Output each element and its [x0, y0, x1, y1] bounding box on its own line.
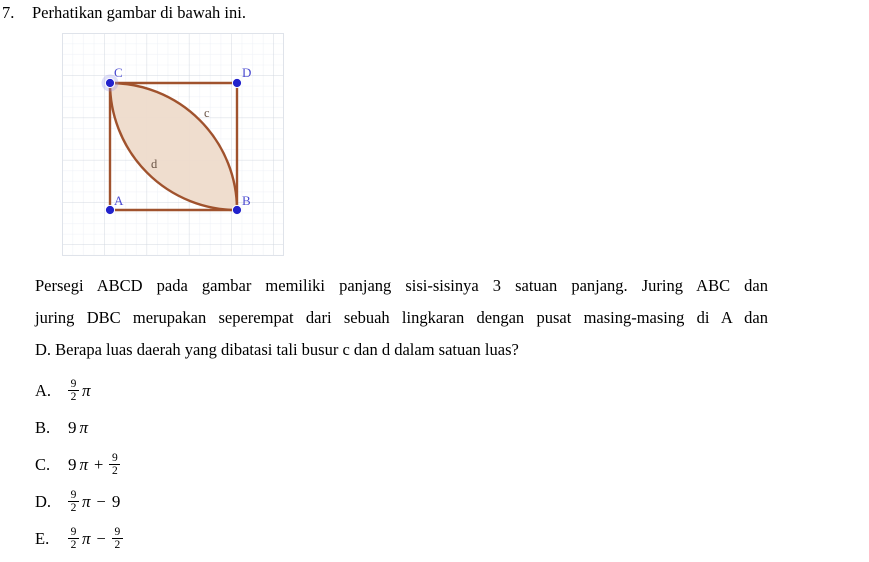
passage-line-3: D. Berapa luas daerah yang dibatasi tali busur c dan d dalam satuan luas?	[35, 340, 519, 359]
question-line	[0, 2, 869, 24]
answer-option-letter: A.	[35, 380, 52, 400]
math-operator: −	[96, 528, 106, 548]
question-header	[0, 2, 869, 24]
answer-option-a[interactable]	[35, 372, 535, 409]
answer-option-expression	[67, 489, 121, 514]
fraction-denominator: 2	[114, 539, 121, 551]
fraction	[109, 452, 120, 477]
arc-label-d: d	[151, 157, 158, 171]
vertex-label-d: D	[242, 65, 252, 80]
fraction	[68, 489, 79, 514]
math-operator: +	[94, 454, 104, 474]
fraction-numerator: 9	[70, 489, 77, 501]
answer-option-expression	[67, 452, 121, 477]
math-symbol: π	[82, 491, 91, 511]
fraction	[112, 526, 123, 551]
answer-option-b[interactable]	[35, 409, 535, 446]
answer-option-expression	[67, 378, 92, 403]
geometry-figure-svg	[62, 33, 284, 256]
fraction-numerator: 9	[70, 526, 77, 538]
question-number: 7.	[2, 3, 15, 22]
answer-option-expression	[67, 418, 89, 438]
passage-line-2: juring DBC merupakan seperempat dari sebuah lingkaran dengan pusat masing-masing di A dan	[35, 308, 768, 327]
fraction-numerator: 9	[111, 452, 118, 464]
answer-options-list	[35, 372, 535, 557]
math-symbol: π	[79, 454, 89, 474]
math-number: 9	[68, 454, 77, 474]
fraction-denominator: 2	[111, 465, 118, 477]
answer-option-e[interactable]	[35, 520, 535, 557]
fraction	[68, 526, 79, 551]
answer-option-letter: B.	[35, 417, 51, 437]
fraction	[68, 378, 79, 403]
answer-option-letter: C.	[35, 454, 51, 474]
math-number: 9	[111, 491, 121, 511]
question-passage	[35, 270, 768, 366]
math-symbol: π	[79, 417, 89, 437]
fraction-denominator: 2	[70, 539, 77, 551]
vertex-point-d[interactable]	[232, 78, 241, 87]
math-symbol: π	[82, 380, 91, 400]
math-symbol: π	[82, 528, 91, 548]
math-number: 9	[68, 417, 77, 437]
passage-line-1: Persegi ABCD pada gambar memiliki panjang sisi-sisinya 3 satuan panjang. Juring ABC dan	[35, 276, 768, 295]
answer-option-letter: D.	[35, 491, 52, 511]
geometry-figure	[62, 33, 284, 256]
vertex-point-b[interactable]	[232, 205, 241, 214]
fraction-numerator: 9	[70, 378, 77, 390]
vertex-label-c: C	[114, 65, 123, 80]
answer-option-expression	[67, 526, 124, 551]
vertex-label-a: A	[114, 193, 124, 208]
fraction-denominator: 2	[70, 391, 77, 403]
math-operator: −	[96, 491, 106, 511]
answer-option-c[interactable]	[35, 446, 535, 483]
fraction-numerator: 9	[114, 526, 121, 538]
vertex-label-b: B	[242, 193, 251, 208]
fraction-denominator: 2	[70, 502, 77, 514]
arc-label-c: c	[204, 106, 210, 120]
question-prompt: Perhatikan gambar di bawah ini.	[32, 3, 246, 22]
answer-option-d[interactable]	[35, 483, 535, 520]
answer-option-letter: E.	[35, 528, 50, 548]
